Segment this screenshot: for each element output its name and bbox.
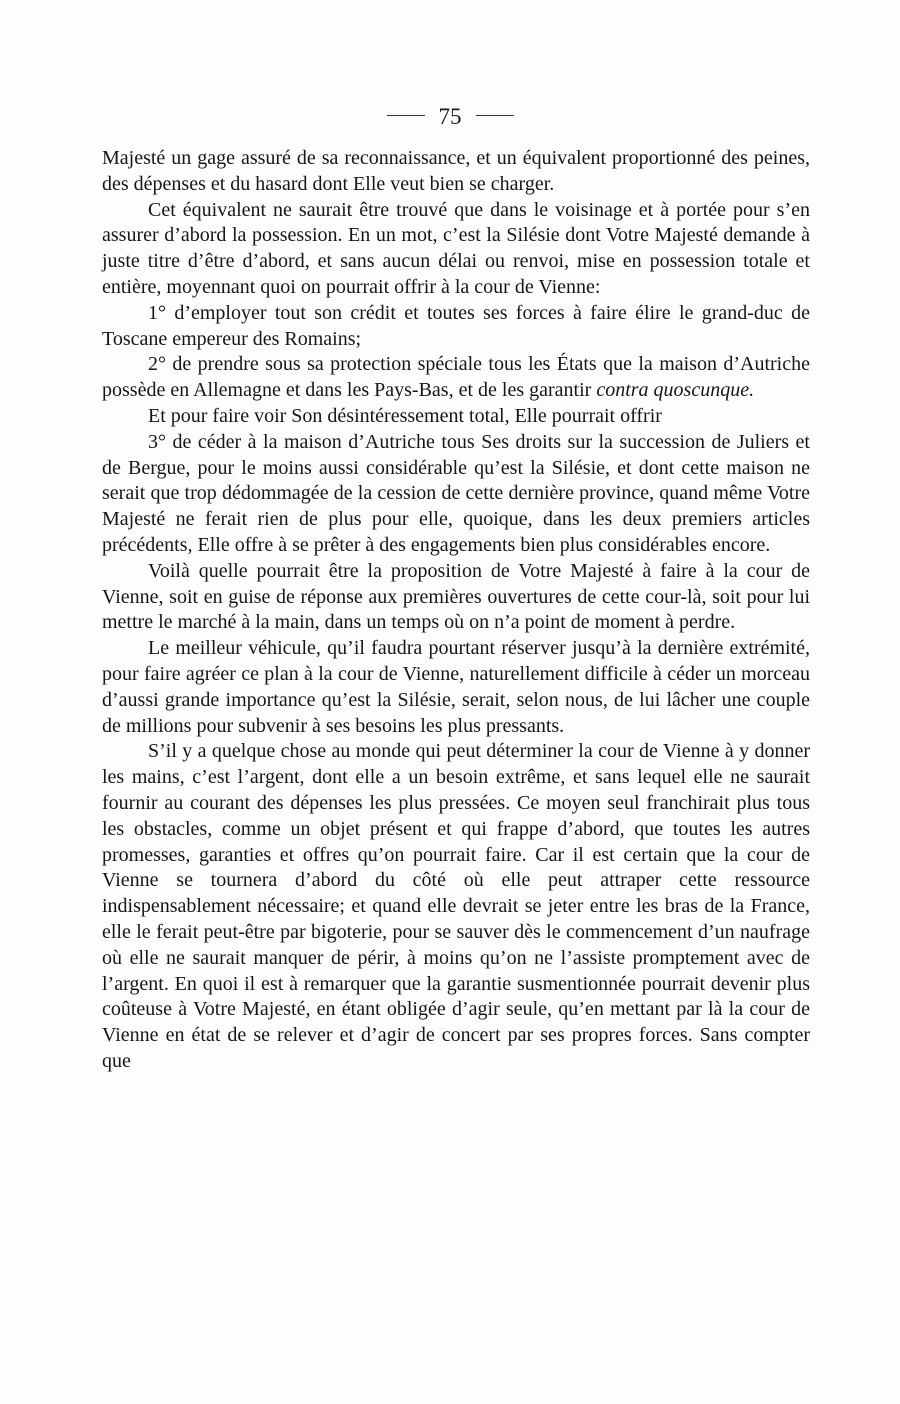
- paragraph-text: S’il y a quelque chose au monde qui peut déterminer la cour de Vienne à y donner les mains, c’est l’argent, dont elle a un besoin extrême, et sans lequel elle ne saurait fournir au courant des dépenses les plus pressées. Ce moyen seul franchirait plus tous les obstacles, comme un objet présent et qui frappe d’abord, que toutes les autres promesses, garanties et offres qu’on pourrait faire. Car il est certain que la cour de Vienne se tournera d’abord du côté où elle peut attraper cette ressource indispensablement nécessaire; et quand elle devrait se jeter entre les bras de la France, elle le ferait peut-être par bigoterie, pour se sauver dès le commencement d’un naufrage où elle ne saurait manquer de périr, à moins qu’on ne l’assiste promptement avec de l’argent. En quoi il est à remarquer que la garantie susmentionnée pourrait devenir plus coûteuse à Votre Majesté, en étant obligée d’agir seule, qu’en mettant par là la cour de Vienne en état de se relever et d’agir de concert par ses propres forces. Sans compter que: [102, 740, 810, 1072]
- page-header: [0, 104, 900, 130]
- paragraph-4: [102, 352, 810, 404]
- paragraph-text: 1° d’employer tout son crédit et toutes ses forces à faire élire le grand-duc de Toscane empereur des Romains;: [102, 301, 810, 350]
- header-rule-right: [476, 115, 514, 116]
- paragraph-3: [102, 301, 810, 353]
- paragraph-text: Majesté un gage assuré de sa reconnaissance, et un équivalent proportionné des peines, des dépenses et du hasard dont Elle veut bien se charger.: [102, 147, 810, 195]
- paragraph-6: [102, 430, 810, 559]
- paragraph-text: 2° de prendre sous sa protection spéciale tous les États que la maison d’Autriche possède en Allemagne et dans les Pays-Bas, et de les garantir: [102, 353, 810, 402]
- paragraph-7: [102, 559, 810, 636]
- paragraph-9: [102, 739, 810, 1074]
- paragraph-5: [102, 404, 810, 430]
- body-text: [102, 146, 810, 1075]
- paragraph-text: Cet équivalent ne saurait être trouvé que dans le voisinage et à portée pour s’en assurer d’abord la possession. En un mot, c’est la Silésie dont Votre Majesté demande à juste titre d’être d’abord, et sans aucun délai ou renvoi, mise en possession totale et entière, moyennant quoi on pourrait offrir à la cour de Vienne:: [102, 198, 810, 298]
- paragraph-text: Et pour faire voir Son désintéressement total, Elle pourrait offrir: [148, 404, 662, 427]
- paragraph-text: Le meilleur véhicule, qu’il faudra pourtant réserver jusqu’à la dernière extrémité, pour faire agréer ce plan à la cour de Vienne, naturellement difficile à céder un morceau d’aussi grande importance qu’est la Silésie, serait, selon nous, de lui lâcher une couple de millions pour subvenir à ses besoins les plus pressants.: [102, 637, 810, 737]
- paragraph-1: [102, 146, 810, 198]
- paragraph-2: [102, 198, 810, 301]
- header-rule-left: [387, 115, 425, 116]
- italic-phrase: contra quoscunque.: [596, 379, 755, 402]
- paragraph-text: Voilà quelle pourrait être la proposition de Votre Majesté à faire à la cour de Vienne, soit en guise de réponse aux premières ouvertures de cette cour-là, soit pour lui mettre le marché à la main, dans un temps où on n’a point de moment à perdre.: [102, 559, 810, 634]
- paragraph-text: 3° de céder à la maison d’Autriche tous Ses droits sur la succession de Juliers et de Bergue, pour le moins aussi considérable qu’est la Silésie, et dont cette maison ne serait que trop dédommagée de la cession de cette dernière province, quand même Votre Majesté ne ferait rien de plus pour elle, quoique, dans les deux premiers articles précédents, Elle offre à se prêter à des engagements bien plus considérables encore.: [102, 430, 810, 556]
- page-number: 75: [438, 104, 462, 129]
- paragraph-8: [102, 636, 810, 739]
